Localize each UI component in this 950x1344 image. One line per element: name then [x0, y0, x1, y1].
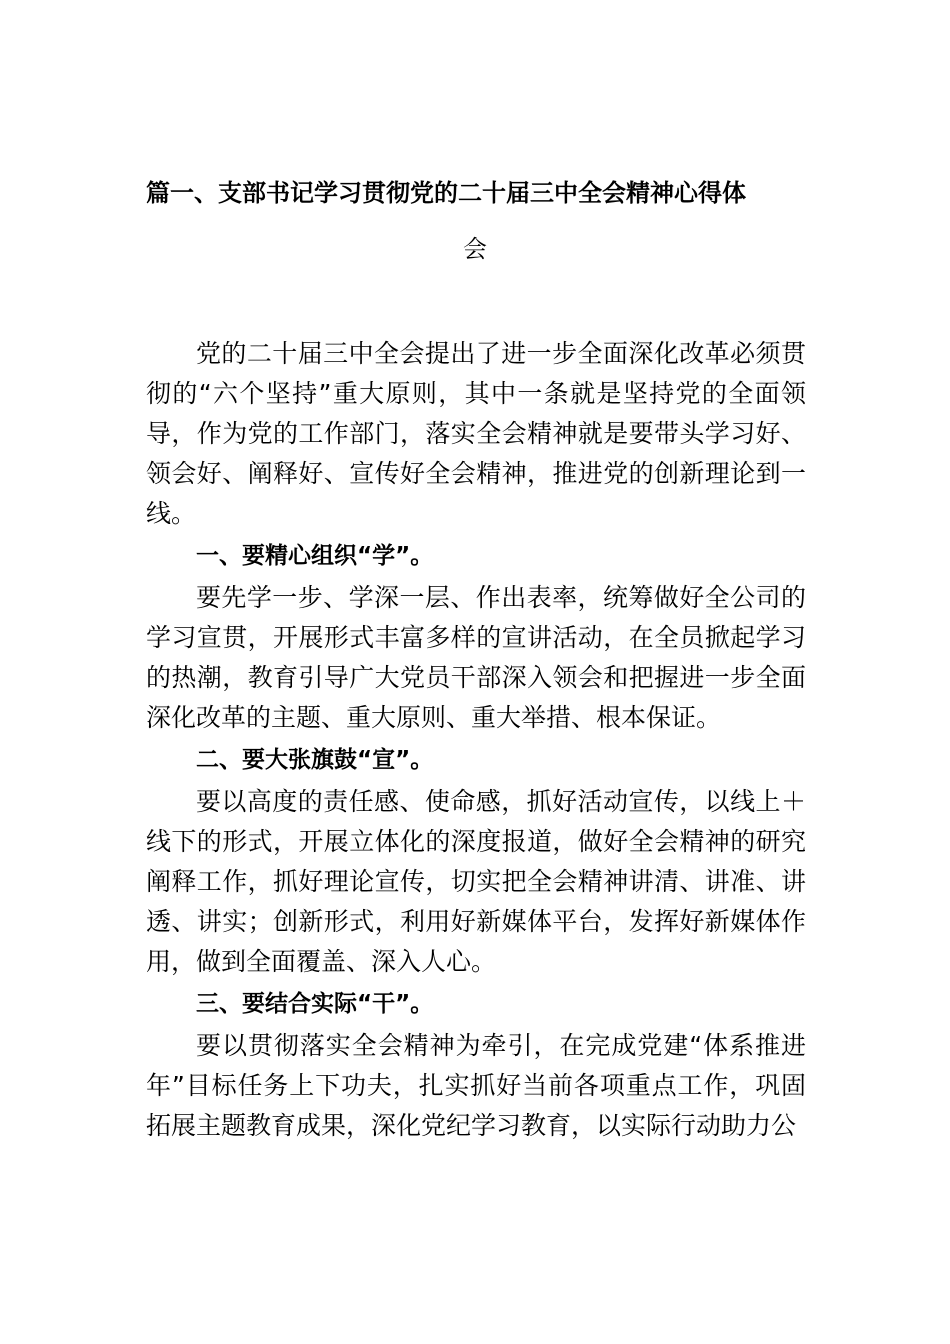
section-heading-study: 一、要精心组织“学”。: [196, 543, 434, 569]
section-heading-act: 三、要结合实际“干”。: [196, 991, 434, 1017]
document-body: [146, 334, 806, 1146]
document-title: 篇一、支部书记学习贯彻党的二十届三中全会精神心得体: [146, 179, 746, 207]
intro-paragraph: 党的二十届三中全会提出了进一步全面深化改革必须贯彻的“六个坚持”重大原则，其中一条就是坚持党的全面领导，作为党的工作部门，落实全会精神就是要带头学习好、领会好、阐释好、宣传好全会精神，推进党的创新理论到一线。: [146, 339, 806, 528]
section-heading-promote: 二、要大张旗鼓“宣”。: [196, 747, 434, 773]
section-body-act: 要以贯彻落实全会精神为牵引，在完成党建“体系推进年”目标任务上下功夫，扎实抓好当前各项重点工作，巩固拓展主题教育成果，深化党纪学习教育，以实际行动助力公: [146, 1031, 806, 1140]
section-body-study: 要先学一步、学深一层、作出表率，统筹做好全公司的学习宣贯，开展形式丰富多样的宣讲活动，在全员掀起学习的热潮，教育引导广大党员干部深入领会和把握进一步全面深化改革的主题、重大原则、重大举措、根本保证。: [146, 583, 806, 732]
document-title-continuation: 会: [463, 235, 487, 263]
section-body-promote: 要以高度的责任感、使命感，抓好活动宣传，以线上＋线下的形式，开展立体化的深度报道，做好全会精神的研究阐释工作，抓好理论宣传，切实把全会精神讲清、讲准、讲透、讲实；创新形式，利用好新媒体平台，发挥好新媒体作用，做到全面覆盖、深入人心。: [146, 787, 806, 976]
